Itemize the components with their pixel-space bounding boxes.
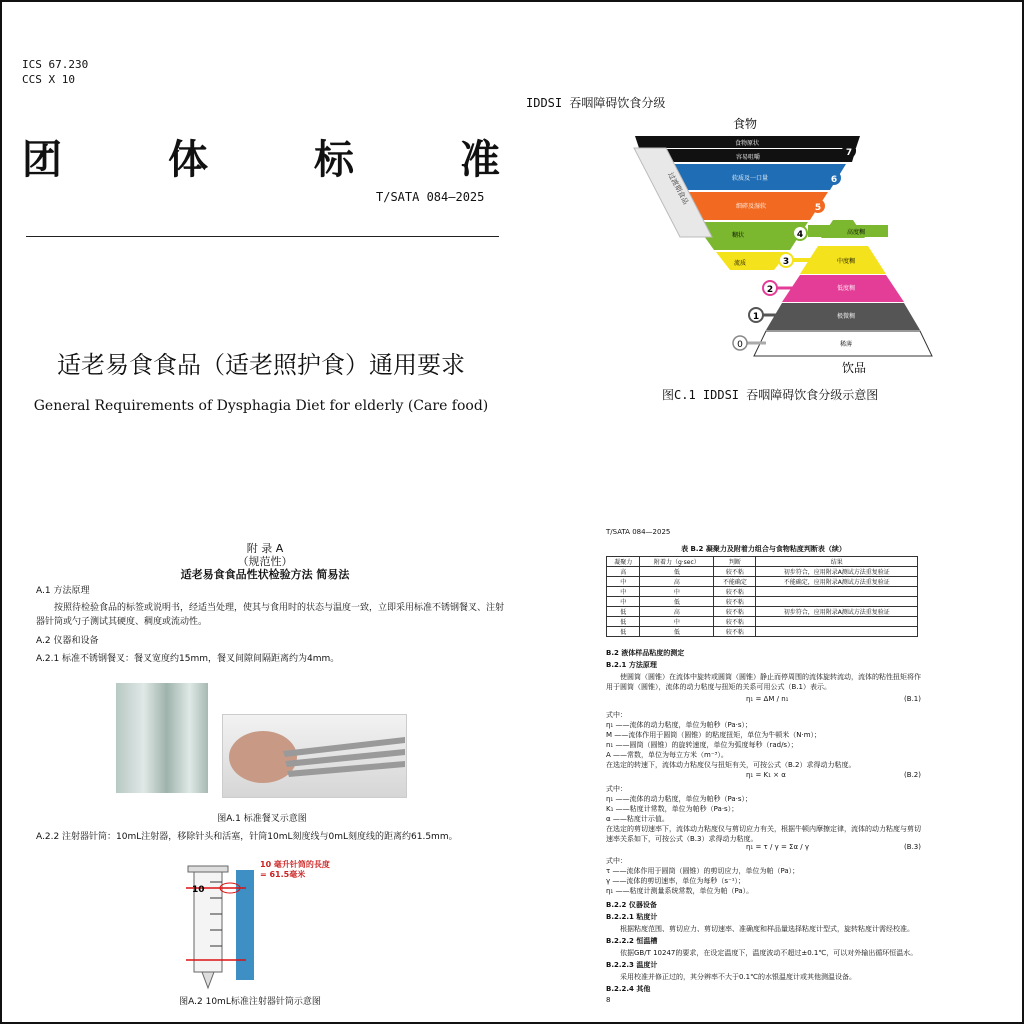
table-cell [756, 627, 918, 637]
title-char: 团 [22, 137, 64, 183]
table-row [607, 567, 918, 577]
table-cell: 不能确定 [714, 577, 756, 587]
drink-level-3-label: 中度稠 [836, 258, 856, 265]
table-cell: 较不粘 [714, 597, 756, 607]
definition-line: τ ——流体作用于圆筒（圆锥）的剪切应力，单位为帕（Pa）； [606, 867, 800, 875]
paragraph-1: 使圆筒（圆锥）在流体中旋转或圆筒（圆锥）静止而停周围的流体旋转流动，流体的粘性扭矩将作用于圆筒（圆锥），流体的动力粘度与扭矩的关系可用公式（B.1）表示。 [606, 673, 921, 691]
fork-ruler-photo [116, 683, 208, 793]
level-4-number: 4 [796, 230, 804, 240]
syringe-note-line1: 10 毫升针筒的長度 [260, 860, 330, 869]
definition-line: n₁ ——圆筒（圆锥）的旋转速度，单位为弧度每秒（rad/s）； [606, 741, 798, 749]
iddsi-pyramid-diagram [620, 112, 950, 380]
where-label-2: 式中： [606, 785, 627, 793]
equation-b1 [606, 694, 921, 704]
level-0-number: 0 [737, 340, 743, 350]
definitions-2 [606, 794, 921, 824]
ics-code: ICS 67.230 [22, 58, 89, 71]
table-cell: 高 [640, 607, 714, 617]
level-1-number: 1 [752, 312, 760, 322]
page-number: 8 [606, 996, 611, 1004]
section-b2-heading: B.2 液体样品粘度的测定 [606, 649, 685, 657]
table-header-row [607, 557, 918, 567]
equation-b3-number: (B.3) [904, 843, 921, 851]
table-cell: 低 [640, 567, 714, 577]
section-b222-text: 依据GB/T 10247的要求，在设定温度下，温度波动不超过±0.1℃，可以对外输出循环恒温水。 [620, 949, 918, 957]
section-a2-heading: A.2 仪器和设备 [36, 636, 99, 646]
level-3-number: 3 [782, 257, 790, 267]
paragraph-2: 在选定的转速下，流体动力粘度仪与扭矩有关，可按公式（B.2）求得动力粘度。 [606, 761, 856, 769]
table-cell: 中 [607, 587, 640, 597]
title-char: 标 [314, 137, 356, 183]
table-cell: 中 [640, 617, 714, 627]
classification-codes [22, 57, 88, 87]
table-cell: 初步符合，应用附录A测试方法重复验证 [756, 567, 918, 577]
col-header: 凝聚力 [607, 557, 640, 567]
definition-line: η₁ ——粘度计测量系统常数，单位为帕（Pa）。 [606, 887, 754, 895]
figure-a1-caption: 图A.1 标准餐叉示意图 [217, 814, 307, 824]
drink-level-1-label: 极微稠 [836, 313, 856, 320]
table-cell: 中 [607, 577, 640, 587]
food-level-3-band [716, 252, 788, 270]
table-cell: 初步符合，应用附录A测试方法重复验证 [756, 607, 918, 617]
col-header: 附着力（g·sec） [640, 557, 714, 567]
syringe-note-line2: = 61.5毫米 [260, 870, 306, 879]
table-cell: 较不粘 [714, 627, 756, 637]
table-row [607, 587, 918, 597]
section-b221-heading: B.2.2.1 粘度计 [606, 913, 658, 921]
level-2-number: 2 [766, 285, 774, 295]
definition-line: M ——流体作用于圆筒（圆锥）的粘度扭矩，单位为牛顿米（N·m）； [606, 731, 822, 739]
equation-b1-formula: η₁ = ΔM / n₁ [746, 695, 789, 703]
iddsi-heading: IDDSI 吞咽障碍饮食分级 [526, 96, 666, 110]
table-row [607, 607, 918, 617]
food-level-5-label: 细碎及湿软 [735, 203, 767, 210]
definition-line: A ——常数，单位为每立方米（m⁻³）。 [606, 751, 728, 759]
definition-line: η₁ ——流体的动力粘度，单位为帕秒（Pa·s）； [606, 721, 753, 729]
food-level-4-label: 糊状 [731, 232, 745, 239]
equation-b2-formula: η₁ = K₁ × α [746, 771, 786, 779]
section-a21-text: A.2.1 标准不锈钢餐叉：餐叉宽度约15mm，餐叉间隙间隔距离约为4mm。 [36, 654, 340, 664]
table-cell: 低 [607, 617, 640, 627]
ccs-code: CCS X 10 [22, 73, 75, 86]
table-row [607, 597, 918, 607]
iddsi-figure-caption: 图C.1 IDDSI 吞咽障碍饮食分级示意图 [662, 388, 879, 402]
syringe-note [260, 860, 330, 880]
table-cell [756, 597, 918, 607]
col-header: 结果 [756, 557, 918, 567]
section-b223-heading: B.2.2.3 温度计 [606, 961, 658, 969]
food-level-3-label: 流质 [733, 260, 747, 267]
definitions-1 [606, 720, 921, 760]
section-b21-heading: B.2.1 方法原理 [606, 661, 657, 669]
standard-type-title [22, 128, 502, 185]
paragraph-3: 在选定的剪切速率下，流体动力粘度仪与剪切应力有关，根据牛顿内摩擦定律，流体的动力粘度与剪切速率关系如下，可按公式（B.3）求得动力粘度。 [606, 825, 921, 843]
table-title: 表 B.2 凝聚力及附着力组合与食物粘度判断表（续） [681, 545, 846, 553]
equation-b3-formula: η₁ = τ / γ = Σα / γ [746, 843, 810, 851]
table-cell [756, 587, 918, 597]
definition-line: η₁ ——流体的动力粘度，单位为帕秒（Pa·s）； [606, 795, 753, 803]
table-cell [756, 617, 918, 627]
section-b221-text: 根据粘度范围、剪切应力、剪切速率、准确度和样品量选择粘度计型式，旋转粘度计需经校准。 [620, 925, 914, 933]
english-title: General Requirements of Dysphagia Diet for elderly (Care food) [33, 398, 489, 414]
table-row [607, 577, 918, 587]
definition-line: γ ——流体的剪切速率，单位为每秒（s⁻¹）； [606, 877, 746, 885]
definition-line: K₁ ——粘度计常数，单位为帕秒（Pa·s）； [606, 805, 739, 813]
table-cell: 低 [640, 627, 714, 637]
title-char: 准 [460, 137, 502, 183]
level-6-number: 6 [830, 175, 838, 185]
drink-label: 饮品 [841, 361, 867, 375]
food-level-7-label: 食物原状 [734, 140, 760, 147]
figure-a2-caption: 图A.2 10mL标准注射器针筒示意图 [179, 997, 321, 1007]
food-label: 食物 [732, 117, 758, 131]
level-7-number: 7 [845, 148, 853, 158]
section-a1-text: 按照待检验食品的标签或说明书，经适当处理，使其与食用时的状态与温度一致，立即采用标准不锈钢餐叉、注射器针筒或勺子测试其硬度、稠度或流动性。 [36, 603, 505, 627]
chinese-title: 适老易食食品（适老照护食）通用要求 [57, 351, 465, 379]
syringe-mark: 10 [192, 885, 205, 895]
section-b22-heading: B.2.2 仪器设备 [606, 901, 657, 909]
standard-number: T/SATA 084—2025 [376, 190, 485, 204]
annex-method-title: 适老易食食品性状检验方法 简易法 [180, 568, 350, 581]
table-cell: 不能确定，应用附录A测试方法重复验证 [756, 577, 918, 587]
definitions-3 [606, 866, 921, 896]
food-level-6-label: 软质及一口量 [731, 175, 769, 182]
page-header: T/SATA 084—2025 [606, 528, 671, 536]
where-label-3: 式中： [606, 857, 627, 865]
definition-line: α ——粘度计示值。 [606, 815, 669, 823]
table-cell: 较不粘 [714, 587, 756, 597]
equation-b2 [606, 770, 921, 780]
transitional-label: 过渡期食品 [666, 171, 690, 206]
table-cell: 高 [640, 577, 714, 587]
title-char: 体 [168, 137, 210, 183]
section-a1-heading: A.1 方法原理 [36, 586, 90, 596]
table-cell: 较不粘 [714, 607, 756, 617]
drink-level-0-label: 稀薄 [839, 341, 853, 348]
table-cell: 较不粘 [714, 567, 756, 577]
table-cell: 低 [607, 607, 640, 617]
level-5-number: 5 [814, 203, 822, 213]
cover-divider [26, 236, 499, 237]
col-header: 判断 [714, 557, 756, 567]
section-b222-heading: B.2.2.2 恒温槽 [606, 937, 658, 945]
table-cell: 高 [607, 567, 640, 577]
annex-subtitle: （规范性） [237, 555, 293, 568]
table-row [607, 627, 918, 637]
section-a22-text: A.2.2 注射器针筒：10mL注射器，移除针头和活塞，针筒10mL刻度线与0mL刻度线的距离约61.5mm。 [36, 832, 458, 842]
table-row [607, 617, 918, 627]
where-label-1: 式中： [606, 711, 627, 719]
table-cell: 较不粘 [714, 617, 756, 627]
viscosity-table [606, 556, 918, 637]
food-level-7b-label: 容易咀嚼 [735, 154, 761, 161]
table-cell: 低 [607, 627, 640, 637]
equation-b2-number: (B.2) [904, 771, 921, 779]
drink-level-2-label: 低度稠 [836, 285, 856, 292]
section-b223-text: 采用校准并修正过的，其分辨率不大于0.1℃的水银温度计或其他测温设备。 [620, 973, 856, 981]
table-cell: 中 [607, 597, 640, 607]
annex-title: 附 录 A [246, 542, 284, 555]
equation-b3 [606, 842, 921, 852]
fork-thumb-photo [222, 714, 407, 798]
section-b224-heading: B.2.2.4 其他 [606, 985, 651, 993]
table-cell: 低 [640, 597, 714, 607]
drink-level-4-label: 高度稠 [846, 229, 866, 236]
equation-b1-number: (B.1) [904, 695, 921, 703]
table-cell: 中 [640, 587, 714, 597]
